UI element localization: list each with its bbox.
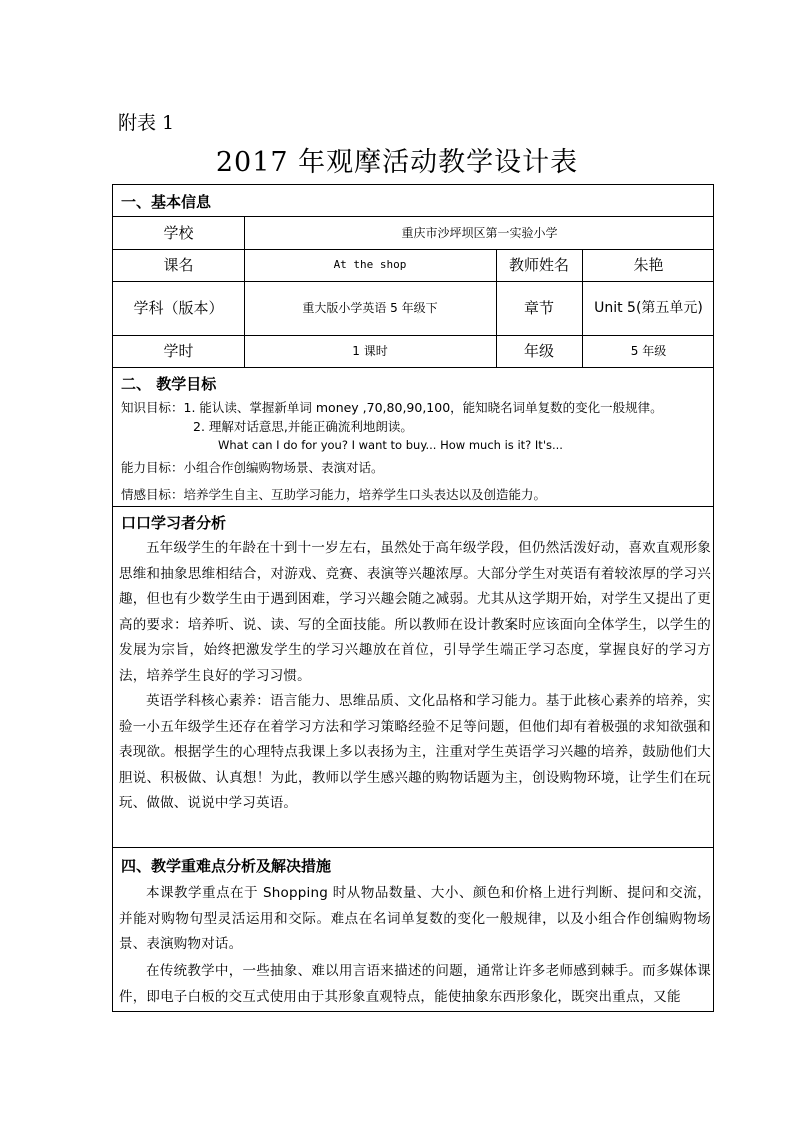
teacher-label: 教师姓名 — [508, 256, 569, 274]
hours-value: 1 课时 — [352, 344, 388, 358]
subject-label: 学科（版本） — [133, 299, 224, 317]
ability-objective: 能力目标：小组合作创编购物场景、表演对话。 — [121, 460, 384, 475]
course-value: At the shop — [333, 258, 407, 271]
grade-value: 5 年级 — [630, 344, 667, 358]
course-label: 课名 — [163, 256, 194, 274]
teacher-value: 朱艳 — [633, 256, 664, 274]
chapter-label: 章节 — [523, 299, 554, 317]
knowledge-objective-2: 2. 理解对话意思,并能正确流利地朗读。 — [193, 419, 413, 434]
chapter-value: Unit 5(第五单元) — [594, 300, 703, 316]
learner-analysis-paragraph-2: 英语学科核心素养：语言能力、思维品质、文化品格和学习能力。基于此核心素养的培养，实验一小五年级学生还存在着学习方法和学习策略经验不足等问题，但他们却有着极强的求知欲强和表现欲。根据学生的心理特点我课上多以表扬为主，注重对学生英语学习兴趣的培养，鼓励他们大胆说、积极做、认真想！为此，教师以学生感兴趣的购物话题为主，创设购物环境，让学生们在玩玩、做做、说说中学习英语。 — [119, 693, 711, 811]
key-points-paragraph-2: 在传统教学中，一些抽象、难以用言语来描述的问题，通常让许多老师感到棘手。而多媒体课件，即电子白板的交互式使用由于其形象直观特点，能使抽象东西形象化，既突出重点，又能 — [119, 963, 711, 1005]
section-basic-info-heading: 一、基本信息 — [121, 193, 212, 211]
page-title: 2017 年观摩活动教学设计表 — [215, 147, 579, 178]
school-value: 重庆市沙坪坝区第一实验小学 — [401, 225, 558, 240]
section-learner-analysis-heading: 口口学习者分析 — [121, 514, 227, 532]
divider — [113, 367, 713, 368]
section-objectives-heading: 二、 教学目标 — [121, 375, 217, 393]
divider — [113, 847, 713, 848]
knowledge-objective-3: What can I do for you? I want to buy... How much is it? It's... — [218, 438, 563, 452]
emotion-objective: 情感目标：培养学生自主、互助学习能力，培养学生口头表达以及创造能力。 — [121, 487, 547, 502]
hours-label: 学时 — [163, 342, 194, 360]
key-points-paragraph-1: 本课教学重点在于 Shopping 时从物品数量、大小、颜色和价格上进行判断、提问和交流，并能对购物句型灵活运用和交际。难点在名词单复数的变化一般规律，以及小组合作创编购物场景、表演购物对话。 — [119, 885, 711, 952]
school-label: 学校 — [163, 223, 194, 242]
knowledge-objective-1: 知识目标：1. 能认读、掌握新单词 money ,70,80,90,100，能知晓名词单复数的变化一般规律。 — [121, 400, 663, 415]
subject-value: 重大版小学英语 5 年级下 — [302, 301, 438, 315]
learner-analysis-paragraph-1: 五年级学生的年龄在十到十一岁左右，虽然处于高年级学段，但仍然活泼好动，喜欢直观形象思维和抽象思维相结合，对游戏、竞赛、表演等兴趣浓厚。大部分学生对英语有着较浓厚的学习兴趣，但也有少数学生由于遇到困难，学习兴趣会随之减弱。尤其从这学期开始，对学生又提出了更高的要求：培养听、说、读、写的全面技能。所以教师在设计教案时应该面向全体学生，以学生的发展为宗旨，始终把激发学生的学习兴趣放在首位，引导学生端正学习态度，掌握良好的学习方法，培养学生良好的学习习惯。 — [119, 540, 711, 684]
appendix-label: 附表 1 — [118, 112, 175, 134]
section-key-points-heading: 四、教学重难点分析及解决措施 — [121, 857, 332, 875]
grade-label: 年级 — [523, 342, 554, 360]
divider — [113, 506, 713, 507]
design-table — [112, 184, 714, 1012]
